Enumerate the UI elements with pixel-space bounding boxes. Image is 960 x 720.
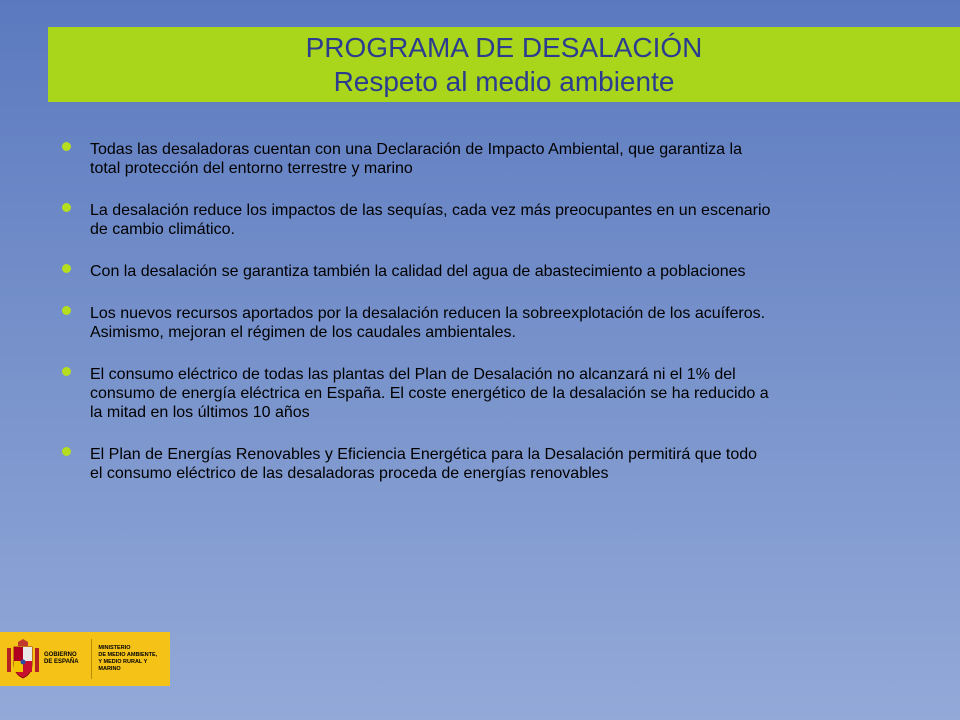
bullet-dot-icon <box>62 447 71 456</box>
ministerio-line: MINISTERIO <box>98 645 131 651</box>
bullet-item <box>60 304 910 342</box>
bullet-text-line: la mitad en los últimos 10 años <box>90 404 310 421</box>
logo-divider <box>91 639 92 679</box>
bullet-dot-icon <box>62 367 71 376</box>
bullet-text-line: Todas las desaladoras cuentan con una Declaración de Impacto Ambiental, que garantiza la <box>90 141 742 158</box>
bullet-text-line: consumo de energía eléctrica en España. El coste energético de la desalación se ha reducido a <box>90 385 769 402</box>
bullet-text-line: Asimismo, mejoran el régimen de los caudales ambientales. <box>90 324 516 341</box>
bullet-text-line: de cambio climático. <box>90 221 235 238</box>
slide-subtitle: Respeto al medio ambiente <box>333 65 675 97</box>
bullet-item <box>60 140 910 178</box>
bullet-text-line: El Plan de Energías Renovables y Eficiencia Energética para la Desalación permitirá que todo <box>90 446 758 463</box>
bullet-item <box>60 365 910 422</box>
bullet-text-line: Con la desalación se garantiza también la calidad del agua de abastecimiento a poblaciones <box>90 263 746 280</box>
bullet-item <box>60 262 910 281</box>
bullet-text-line: el consumo eléctrico de las desaladoras proceda de energías renovables <box>90 465 609 482</box>
slide-title: PROGRAMA DE DESALACIÓN <box>305 31 703 63</box>
bullet-text-line: La desalación reduce los impactos de las sequías, cada vez más preocupantes en un escenario <box>90 202 771 219</box>
bullet-item <box>60 445 910 483</box>
government-logo <box>0 632 170 686</box>
bullet-dot-icon <box>62 264 71 273</box>
gobierno-line: DE ESPAÑA <box>44 659 79 665</box>
coat-of-arms-icon <box>6 638 40 680</box>
bullet-dot-icon <box>62 306 71 315</box>
ministerio-label <box>98 645 170 673</box>
gobierno-line: GOBIERNO <box>44 652 77 658</box>
bullet-text-line: total protección del entorno terrestre y marino <box>90 160 413 177</box>
bullet-item <box>60 201 910 239</box>
title-banner <box>48 27 960 102</box>
bullet-dot-icon <box>62 142 71 151</box>
bullet-list <box>60 140 910 506</box>
ministerio-line: Y MEDIO RURAL Y MARINO <box>98 659 148 672</box>
bullet-dot-icon <box>62 203 71 212</box>
ministerio-line: DE MEDIO AMBIENTE, <box>98 652 158 658</box>
bullet-text-line: Los nuevos recursos aportados por la desalación reducen la sobreexplotación de los acuíferos. <box>90 305 766 322</box>
gobierno-label <box>44 652 85 666</box>
bullet-text-line: El consumo eléctrico de todas las plantas del Plan de Desalación no alcanzará ni el 1% del <box>90 366 736 383</box>
